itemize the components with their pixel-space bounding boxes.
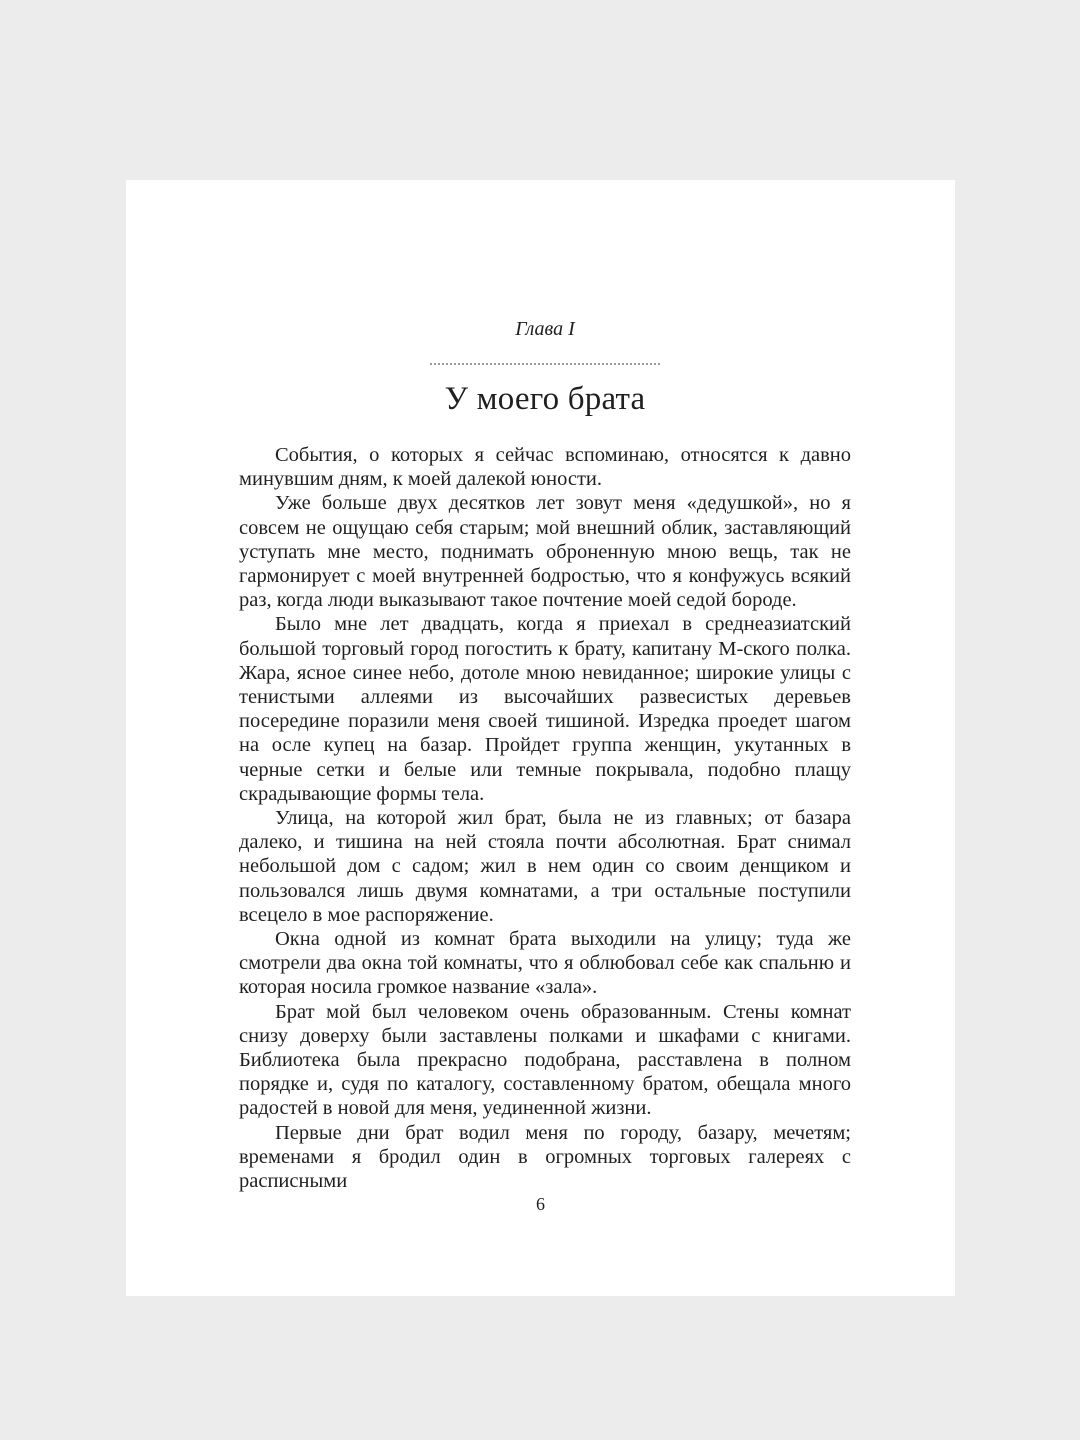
dotted-divider (430, 363, 660, 365)
page-number: 6 (536, 1194, 545, 1214)
paragraph: Уже больше двух десятков лет зовут меня «дедушкой», но я совсем не ощущаю себя старым; мой внешний облик, заставляющий уступать мне место, поднимать оброненную мною вещь, так не гармонирует с моей внутренней бодростью, что я конфужусь всякий раз, когда люди выказывают такое почтение моей седой бороде. (239, 492, 851, 612)
book-page (126, 180, 955, 1296)
paragraph: Окна одной из комнат брата выходили на улицу; туда же смотрели два окна той комнаты, что я облюбовал себе как спальню и которая носила громкое название «зала». (239, 928, 851, 999)
chapter-label: Глава I (515, 318, 575, 340)
paragraph: Было мне лет двадцать, когда я приехал в среднеазиатский большой торговый город погостить к брату, капитану М-ского полка. Жара, ясное синее небо, дотоле мною невиданное; широкие улицы с тенистыми аллеями из высочайших развесистых деревьев посередине поразили меня своей тишиной. Изредка проедет шагом на осле купец на базар. Пройдет группа женщин, укутанных в черные сетки и белые или темные покрывала, подобно плащу скрадывающие формы тела. (239, 613, 851, 805)
chapter-title: У моего брата (444, 381, 646, 417)
paragraph: Брат мой был человеком очень образованным. Стены комнат снизу доверху были заставлены полками и шкафами с книгами. Библиотека была прекрасно подобрана, расставлена в полном порядке и, судя по каталогу, составленному братом, обещала много радостей в новой для меня, уединенной жизни. (239, 1000, 851, 1120)
chapter-body (239, 443, 851, 1193)
paragraph: Первые дни брат водил меня по городу, базару, мечетям; временами я бродил один в огромных торговых галереях с расписными (239, 1121, 851, 1193)
paragraph: События, о которых я сейчас вспоминаю, относятся к давно минувшим дням, к моей далекой юности. (239, 444, 851, 491)
paragraph: Улица, на которой жил брат, была не из главных; от базара далеко, и тишина на ней стояла почти абсолютная. Брат снимал небольшой дом с садом; жил в нем один со своим денщиком и пользовался лишь двумя комнатами, а три остальные поступили всецело в мое распоряжение. (239, 807, 851, 926)
page-content (239, 315, 851, 1193)
